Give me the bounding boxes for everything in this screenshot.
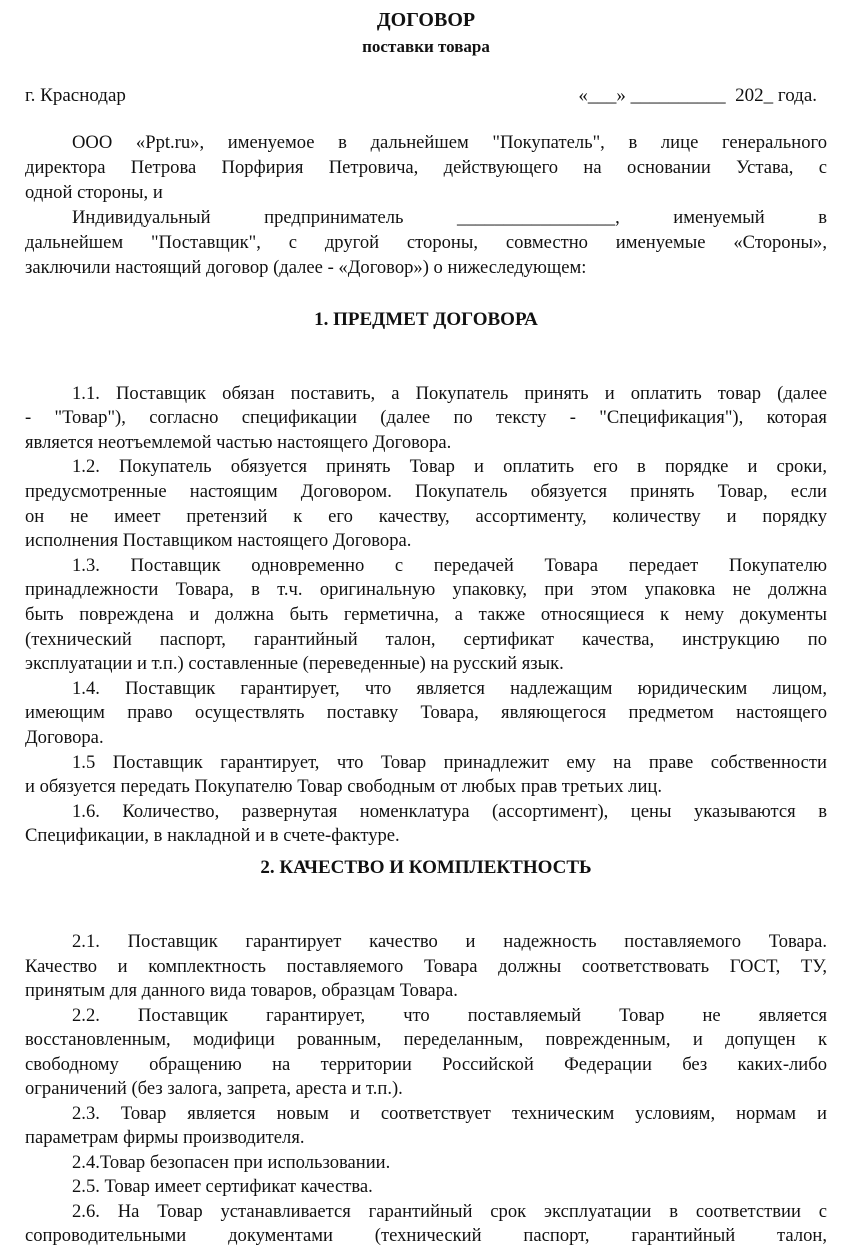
place-date-row — [25, 85, 827, 109]
document-subtitle: поставки товара — [362, 37, 490, 56]
section-1-line: Договора. — [25, 727, 104, 748]
section-1-line: (технический паспорт, гарантийный талон, сертификат качества, инструкцию по — [25, 629, 827, 650]
section-heading-2: 2. КАЧЕСТВО И КОМПЛЕКТНОСТЬ — [260, 857, 592, 878]
preamble-line: директора Петрова Порфирия Петровича, действующего на основании Устава, с — [25, 157, 827, 178]
section-1-line: 1.3. Поставщик одновременно с передачей Товара передает Покупателю — [72, 555, 827, 576]
section-2-line: ограничений (без залога, запрета, ареста и т.п.). — [25, 1078, 403, 1099]
section-2-line: свободному обращению на территории Российской Федерации без каких-либо — [25, 1054, 827, 1075]
section-2-line: Качество и комплектность поставляемого Товара должны соответствовать ГОСТ, ТУ, — [25, 956, 827, 977]
section-1-line: является неотъемлемой частью настоящего Договора. — [25, 432, 452, 453]
section-2-line: 2.5. Товар имеет сертификат качества. — [72, 1176, 373, 1197]
city-label: г. Краснодар — [25, 85, 126, 106]
section-heading-1: 1. ПРЕДМЕТ ДОГОВОРА — [314, 309, 538, 330]
section-1-line: Спецификации, в накладной и в счете-фактуре. — [25, 825, 400, 846]
section-2-line: 2.6. На Товар устанавливается гарантийный срок эксплуатации в соответствии с — [72, 1201, 827, 1222]
section-1-line: 1.2. Покупатель обязуется принять Товар и оплатить его в порядке и сроки, — [72, 456, 827, 477]
preamble-line: заключили настоящий договор (далее - «Договор») о нижеследующем: — [25, 257, 587, 278]
document-title: ДОГОВОР — [376, 9, 476, 31]
section-1-line: предусмотренные настоящим Договором. Покупатель обязуется принять Товар, если — [25, 481, 827, 502]
section-1-line: 1.6. Количество, развернутая номенклатура (ассортимент), цены указываются в — [72, 801, 827, 822]
section-2-line: 2.4.Товар безопасен при использовании. — [72, 1152, 391, 1173]
section-1-line: он не имеет претензий к его качеству, ассортименту, количеству и порядку — [25, 506, 827, 527]
section-1-line: 1.4. Поставщик гарантирует, что является надлежащим юридическим лицом, — [72, 678, 827, 699]
preamble-line: ООО «Ppt.ru», именуемое в дальнейшем "Покупатель", в лице генерального — [72, 132, 827, 153]
section-2-line: 2.1. Поставщик гарантирует качество и надежность поставляемого Товара. — [72, 931, 827, 952]
section-2-line: 2.2. Поставщик гарантирует, что поставляемый Товар не является — [72, 1005, 827, 1026]
section-2-line: 2.3. Товар является новым и соответствует техническим условиям, нормам и — [72, 1103, 827, 1124]
section-1-line: 1.5 Поставщик гарантирует, что Товар принадлежит ему на праве собственности — [72, 752, 827, 773]
section-1-line: принадлежности Товара, в т.ч. оригинальную упаковку, при этом упаковка не должна — [25, 579, 827, 600]
section-1-line: быть повреждена и должна быть герметична, а также относящиеся к нему документы — [25, 604, 827, 625]
date-field: «___» __________ 202_ года. — [578, 85, 817, 106]
section-2-line: принятым для данного вида товаров, образцам Товара. — [25, 980, 458, 1001]
preamble-line: дальнейшем "Поставщик", с другой стороны, совместно именуемые «Стороны», — [25, 232, 827, 253]
section-1-line: имеющим право осуществлять поставку Товара, являющегося предметом настоящего — [25, 702, 827, 723]
section-1-line: эксплуатации и т.п.) составленные (переведенные) на русский язык. — [25, 653, 564, 674]
section-2-line: восстановленным, модифици рованным, переделанным, поврежденным, и допущен к — [25, 1029, 827, 1050]
preamble-line: Индивидуальный предприниматель _________________, именуемый в — [72, 207, 827, 228]
preamble-line: одной стороны, и — [25, 182, 163, 203]
section-1-line: 1.1. Поставщик обязан поставить, а Покупатель принять и оплатить товар (далее — [72, 383, 827, 404]
section-1-line: - "Товар"), согласно спецификации (далее по тексту - "Спецификация"), которая — [25, 407, 827, 428]
section-1-line: исполнения Поставщиком настоящего Договора. — [25, 530, 412, 551]
section-2-line: параметрам фирмы производителя. — [25, 1127, 305, 1148]
section-1-line: и обязуется передать Покупателю Товар свободным от любых прав третьих лиц. — [25, 776, 662, 797]
section-2-line: сопроводительными документами (технический паспорт, гарантийный талон, — [25, 1225, 827, 1246]
